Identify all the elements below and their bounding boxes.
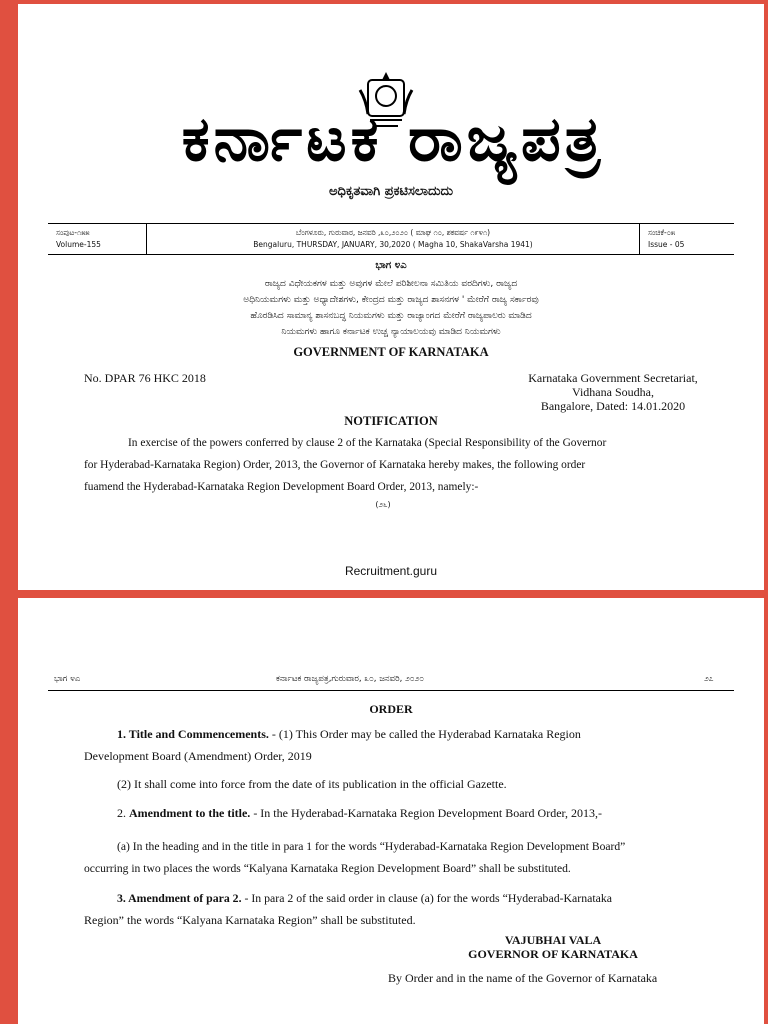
notification-line: for Hyderabad-Karnataka Region) Order, 2013, the Governor of Karnataka hereby makes, the following order <box>84 459 586 471</box>
section-1-text: - (1) This Order may be called the Hyderabad Karnataka Region <box>268 727 581 741</box>
notification-body <box>84 432 684 498</box>
date-cell <box>146 224 640 254</box>
section-3-title: 3. Amendment of para 2. <box>117 891 242 905</box>
gazette-subtitle: ಅಧಿಕೃತವಾಗಿ ಪ್ರಕಟಿಸಲಾದುದು <box>328 184 454 199</box>
section-3 <box>117 887 612 909</box>
part-description <box>118 276 664 340</box>
gazette-info-bar <box>48 223 734 255</box>
watermark-text: Recruitment.guru <box>344 564 438 578</box>
government-heading: GOVERNMENT OF KARNATAKA <box>293 345 489 359</box>
section-1-title: 1. Title and Commencements. <box>117 727 269 741</box>
part-description-line: ಅಧಿನಿಯಮಗಳು ಮತ್ತು ಅಧ್ಯಾದೇಶಗಳು, ಕೇಂದ್ರದ ಮತ್ತು ರಾಜ್ಯದ ಶಾಸನಗಳ ' ಮೇರೆಗೆ ರಾಜ್ಯ ಸರ್ಕಾರವು <box>243 295 539 305</box>
order-number: No. DPAR 76 HKC 2018 <box>84 371 206 385</box>
volume-cell <box>48 224 146 254</box>
part-description-line: ನಿಯಮಗಳು ಹಾಗೂ ಕರ್ನಾಟಕ ಉಚ್ಚ ನ್ಯಾಯಾಲಯವು ಮಾಡಿದ ನಿಯಮಗಳು <box>281 327 501 337</box>
issue-cell <box>640 224 734 254</box>
gazette-page-2 <box>18 598 764 1024</box>
section-2a-line-1: (a) In the heading and in the title in para 1 for the words “Hyderabad-Karnataka Region Development Board” <box>117 840 626 853</box>
date-kannada: ಬೆಂಗಳೂರು, ಗುರುವಾರ, ಜನವರಿ ,೩೦,೨೦೨೦ ( ಮಾಘ ೧೦, ಶಕವರ್ಷ ೧೯೪೧) <box>295 228 491 237</box>
signatory-name: VAJUBHAI VALA <box>504 933 602 947</box>
notification-heading: NOTIFICATION <box>344 414 438 428</box>
gazette-masthead-title: ಕರ್ನಾಟಕ ರಾಜ್ಯಪತ್ರ <box>181 102 605 175</box>
section-2-number: 2. <box>117 806 129 820</box>
header-rule <box>48 690 734 691</box>
address-line: Bangalore, Dated: 14.01.2020 <box>540 399 686 413</box>
part-description-line: ಹೊರಡಿಸಿದ ಸಾಮಾನ್ಯ ಶಾಸನಬದ್ಧ ನಿಯಮಗಳು ಮತ್ತು ರಾಜ್ಯಾಂಗದ ಮೇರೆಗೆ ರಾಜ್ಯಪಾಲರು ಮಾಡಿದ <box>250 311 532 321</box>
issue-english: Issue - 05 <box>648 240 685 249</box>
part-label: ಭಾಗ ೪ಎ <box>375 260 407 271</box>
gazette-page-1 <box>18 4 764 590</box>
section-1-subclause-2: (2) It shall come into force from the date of its publication in the official Gazette. <box>117 777 507 791</box>
address-line: Vidhana Soudha, <box>572 385 654 399</box>
volume-english: Volume-155 <box>56 240 101 249</box>
part-description-line: ರಾಜ್ಯದ ವಿಧೇಯಕಗಳ ಮತ್ತು ಅವುಗಳ ಮೇಲೆ ಪರಿಶೀಲನಾ ಸಮಿತಿಯ ವರದಿಗಳು, ರಾಜ್ಯದ <box>264 279 518 289</box>
section-3-text: - In para 2 of the said order in clause (a) for the words “Hyderabad-Karnataka <box>241 891 612 905</box>
issue-kannada: ಸಂಚಿಕೆ-೦೫ <box>648 228 676 237</box>
notification-line: In exercise of the powers conferred by clause 2 of the Karnataka (Special Responsibility of the Governor <box>128 437 607 449</box>
signatory-title: GOVERNOR OF KARNATAKA <box>468 947 638 961</box>
section-3-line-2: Region” the words “Kalyana Karnataka Region” shall be substituted. <box>84 913 416 927</box>
address-line: Karnataka Government Secretariat, <box>528 371 698 385</box>
section-2-text: - In the Hyderabad-Karnataka Region Development Board Order, 2013,- <box>250 806 603 820</box>
section-2 <box>117 802 602 824</box>
order-heading: ORDER <box>369 702 413 716</box>
notification-line: fuamend the Hyderabad-Karnataka Region Development Board Order, 2013, namely:- <box>84 481 479 493</box>
section-1-text-cont: Development Board (Amendment) Order, 2019 <box>84 749 312 763</box>
section-2-title: Amendment to the title. <box>129 806 251 820</box>
running-header-page: ೨೭ <box>704 674 714 684</box>
office-address <box>488 371 738 413</box>
section-2a-line-2: occurring in two places the words “Kalyana Karnataka Region Development Board” shall be substituted. <box>84 862 571 875</box>
by-order-line: By Order and in the name of the Governor of Karnataka <box>388 971 658 985</box>
running-header-title: ಕರ್ನಾಟಕ ರಾಜ್ಯಪತ್ರ,ಗುರುವಾರ, ೩೦, ಜನವರಿ, ೨೦೨೦ <box>276 674 425 684</box>
running-header-part: ಭಾಗ ೪ಎ <box>54 674 81 684</box>
section-1 <box>117 723 581 745</box>
page-number: (೨೬) <box>375 500 391 509</box>
date-english: Bengaluru, THURSDAY, JANUARY, 30,2020 ( Magha 10, ShakaVarsha 1941) <box>253 240 533 249</box>
volume-kannada: ಸಂಪುಟ-೧೫೫ <box>56 228 90 237</box>
